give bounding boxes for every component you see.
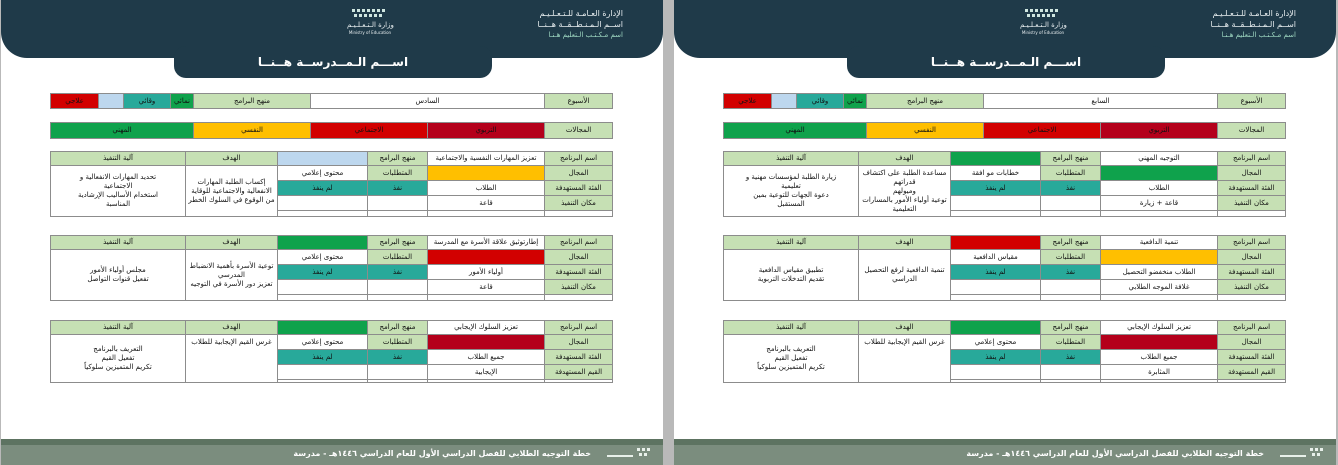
status-not-done: لم ينفذ xyxy=(278,265,368,280)
target-group-value: جميع الطلاب xyxy=(428,350,545,365)
status-not-done: لم ينفذ xyxy=(951,265,1041,280)
program-type-label: منهج البرامج xyxy=(1041,152,1101,166)
status-done: نفذ xyxy=(1041,265,1101,280)
domain-psychological: النفسي xyxy=(867,123,984,139)
program-block-1 xyxy=(50,151,613,217)
goal-value: إكساب الطلبة المهارات الانفعالية والاجتماعية للوقاية من الوقوع في السلوك الخطر xyxy=(186,166,278,217)
domain-educational: التربوي xyxy=(428,123,545,139)
type-preventive-mark xyxy=(772,94,797,109)
requirements-value: محتوى إعلامي xyxy=(278,250,368,265)
program-type-value xyxy=(278,321,368,335)
type-preventive: وقائي xyxy=(797,94,844,109)
field-label: المجال xyxy=(545,335,613,350)
program-type-value xyxy=(278,152,368,166)
program-block-2 xyxy=(723,235,1286,301)
program-type-label: منهج البرامج xyxy=(1041,236,1101,250)
venue-value: قاعة + زيارة xyxy=(1101,196,1218,211)
target-group-label: الفئة المستهدفة xyxy=(1218,181,1286,196)
mechanism-label: آلية التنفيذ xyxy=(724,236,859,250)
domains-table xyxy=(50,122,613,139)
mechanism-value: مجلس أولياء الأمور تفعيل قنوات التواصل xyxy=(51,250,186,301)
target-group-label: الفئة المستهدفة xyxy=(1218,350,1286,365)
school-name-banner: اســـم الـمــدرســة هــنــا xyxy=(174,46,492,78)
field-value xyxy=(428,335,545,350)
domain-vocational: المهني xyxy=(724,123,867,139)
program-block-2 xyxy=(50,235,613,301)
mechanism-label: آلية التنفيذ xyxy=(51,152,186,166)
program-name-label: اسم البرنامج xyxy=(545,236,613,250)
mechanism-value: تطبيق مقياس الدافعية تقديم التدخلات التربوية xyxy=(724,250,859,301)
ministry-logo: وزارة الـتـعـلـيـم Ministry of Education xyxy=(347,8,393,36)
type-preventive: وقائي xyxy=(124,94,171,109)
requirements-value: محتوى إعلامي xyxy=(278,166,368,181)
field-value xyxy=(1101,250,1218,265)
program-type-label: منهج البرامج xyxy=(867,94,984,109)
ministry-logo-icon xyxy=(350,8,390,18)
goal-label: الهدف xyxy=(186,236,278,250)
week-label: الأسبوع xyxy=(545,94,613,109)
goal-value: غرس القيم الإيجابية للطلاب xyxy=(859,335,951,383)
domains-label: المجالات xyxy=(545,123,613,139)
goal-label: الهدف xyxy=(859,321,951,335)
field-value xyxy=(428,166,545,181)
ministry-logo-icon xyxy=(1023,8,1063,18)
domain-social: الاجتماعي xyxy=(984,123,1101,139)
type-remedial: علاجي xyxy=(51,94,99,109)
program-name-value: التوجيه المهني xyxy=(1101,152,1218,166)
program-type-value xyxy=(951,236,1041,250)
target-values-value: الإيجابية xyxy=(428,365,545,380)
domains-table xyxy=(723,122,1286,139)
field-value xyxy=(1101,166,1218,181)
status-not-done: لم ينفذ xyxy=(951,350,1041,365)
program-name-label: اسم البرنامج xyxy=(545,152,613,166)
goal-label: الهدف xyxy=(859,152,951,166)
target-group-value: الطلاب xyxy=(1101,181,1218,196)
mechanism-label: آلية التنفيذ xyxy=(51,321,186,335)
program-type-label: منهج البرامج xyxy=(1041,321,1101,335)
requirements-label: المتطلبات xyxy=(1041,250,1101,265)
program-name-label: اسم البرنامج xyxy=(545,321,613,335)
requirements-label: المتطلبات xyxy=(1041,166,1101,181)
requirements-label: المتطلبات xyxy=(368,250,428,265)
program-name-value: تعزيز السلوك الإيجابي xyxy=(428,321,545,335)
type-remedial: علاجي xyxy=(724,94,772,109)
school-name-banner: اســـم الـمــدرســة هــنــا xyxy=(847,46,1165,78)
mechanism-value: التعريف بالبرنامج تفعيل القيم تكريم المتميزين سلوكياً xyxy=(724,335,859,383)
goal-value: غرس القيم الإيجابية للطلاب xyxy=(186,335,278,383)
week-value: السادس xyxy=(311,94,545,109)
mechanism-value: تحديد المهارات الانفعالية و الاجتماعية استخدام الأساليب الإرشادية المناسبة xyxy=(51,166,186,217)
goal-value: تنمية الدافعية لرفع التحصيل الدراسي xyxy=(859,250,951,301)
program-type-label: منهج البرامج xyxy=(368,321,428,335)
target-group-value: أولياء الأمور xyxy=(428,265,545,280)
field-label: المجال xyxy=(1218,335,1286,350)
target-values-label: القيم المستهدفة xyxy=(545,365,613,380)
venue-label: مكان التنفيذ xyxy=(1218,280,1286,295)
program-name-label: اسم البرنامج xyxy=(1218,321,1286,335)
requirements-value: محتوى إعلامي xyxy=(278,335,368,350)
type-developmental: نمائي xyxy=(844,94,867,109)
week-table xyxy=(50,93,613,109)
venue-value: غلافة الموجه الطلابي xyxy=(1101,280,1218,295)
venue-label: مكان التنفيذ xyxy=(545,280,613,295)
domain-psychological: النفسي xyxy=(194,123,311,139)
requirements-label: المتطلبات xyxy=(1041,335,1101,350)
goal-label: الهدف xyxy=(186,152,278,166)
status-not-done: لم ينفذ xyxy=(951,181,1041,196)
program-name-value: تنمية الدافعية xyxy=(1101,236,1218,250)
requirements-value: محتوى إعلامي xyxy=(951,335,1041,350)
field-label: المجال xyxy=(1218,250,1286,265)
program-block-3 xyxy=(50,320,613,383)
week-label: الأسبوع xyxy=(1218,94,1286,109)
target-group-value: جميع الطلاب xyxy=(1101,350,1218,365)
target-group-label: الفئة المستهدفة xyxy=(545,350,613,365)
goal-value: توعية الأسرة بأهمية الانضباط المدرسي تعزيز دور الأسرة في التوجيه xyxy=(186,250,278,301)
mechanism-label: آلية التنفيذ xyxy=(51,236,186,250)
target-group-label: الفئة المستهدفة xyxy=(1218,265,1286,280)
program-type-label: منهج البرامج xyxy=(368,152,428,166)
venue-label: مكان التنفيذ xyxy=(545,196,613,211)
program-block-3 xyxy=(723,320,1286,383)
domains-label: المجالات xyxy=(1218,123,1286,139)
venue-label: مكان التنفيذ xyxy=(1218,196,1286,211)
administration-text: الإدارة العـامـة للـتـعـلـيـم اســم الـمـنـطــقــة هــنــا اسم مـكـتـب الـتعليم هـنـا xyxy=(1210,9,1296,39)
page-footer xyxy=(674,439,1336,465)
target-group-value: الطلاب xyxy=(428,181,545,196)
program-type-label: منهج البرامج xyxy=(194,94,311,109)
target-group-label: الفئة المستهدفة xyxy=(545,181,613,196)
mechanism-value: زيارة الطلبة لمؤسسات مهنية و تعليمية دعوة الجهات للتوعية بمين المستقبل xyxy=(724,166,859,217)
footer-title: خطة التوجيه الطلابي للفصل الدراسي الأول للعام الدراسي ١٤٤٦هـ - مدرسة xyxy=(966,449,1264,458)
program-name-value: إطارتوثيق علاقة الأسرة مع المدرسة xyxy=(428,236,545,250)
status-not-done: لم ينفذ xyxy=(278,350,368,365)
venue-value: قاعة xyxy=(428,280,545,295)
program-type-value xyxy=(951,152,1041,166)
program-type-value xyxy=(951,321,1041,335)
field-value xyxy=(1101,335,1218,350)
status-done: نفذ xyxy=(1041,181,1101,196)
ministry-logo-icon xyxy=(1276,447,1328,461)
target-values-label: القيم المستهدفة xyxy=(1218,365,1286,380)
field-label: المجال xyxy=(545,250,613,265)
plan-page-week-6 xyxy=(1,0,663,465)
requirements-label: المتطلبات xyxy=(368,335,428,350)
field-label: المجال xyxy=(1218,166,1286,181)
program-type-value xyxy=(278,236,368,250)
mechanism-label: آلية التنفيذ xyxy=(724,321,859,335)
status-not-done: لم ينفذ xyxy=(278,181,368,196)
domain-educational: التربوي xyxy=(1101,123,1218,139)
type-developmental: نمائي xyxy=(171,94,194,109)
plan-page-week-7 xyxy=(674,0,1336,465)
requirements-value: خطابات مو افقة xyxy=(951,166,1041,181)
week-table xyxy=(723,93,1286,109)
ministry-logo-icon xyxy=(603,447,655,461)
program-block-1 xyxy=(723,151,1286,217)
status-done: نفذ xyxy=(368,181,428,196)
program-type-label: منهج البرامج xyxy=(368,236,428,250)
program-name-label: اسم البرنامج xyxy=(1218,152,1286,166)
goal-value: مساعدة الطلبة على اكتشاف قدراتهم وميولهم توعية أولياء الأمور بالمسارات التعليمية xyxy=(859,166,951,217)
domain-vocational: المهني xyxy=(51,123,194,139)
target-values-value: المثابرة xyxy=(1101,365,1218,380)
target-group-value: الطلاب منخفضو التحصيل xyxy=(1101,265,1218,280)
mechanism-label: آلية التنفيذ xyxy=(724,152,859,166)
program-name-value: تعزيز السلوك الإيجابي xyxy=(1101,321,1218,335)
footer-title: خطة التوجيه الطلابي للفصل الدراسي الأول للعام الدراسي ١٤٤٦هـ - مدرسة xyxy=(293,449,591,458)
page-footer xyxy=(1,439,663,465)
type-preventive-mark xyxy=(99,94,124,109)
target-group-label: الفئة المستهدفة xyxy=(545,265,613,280)
venue-value: قاعة xyxy=(428,196,545,211)
status-done: نفذ xyxy=(368,350,428,365)
field-label: المجال xyxy=(545,166,613,181)
domain-social: الاجتماعي xyxy=(311,123,428,139)
program-name-label: اسم البرنامج xyxy=(1218,236,1286,250)
week-value: السابع xyxy=(984,94,1218,109)
ministry-logo: وزارة الـتـعـلـيـم Ministry of Education xyxy=(1020,8,1066,36)
program-name-value: تعزيز المهارات النفسية والاجتماعية xyxy=(428,152,545,166)
requirements-label: المتطلبات xyxy=(368,166,428,181)
requirements-value: مقياس الدافعية xyxy=(951,250,1041,265)
mechanism-value: التعريف بالبرنامج تفعيل القيم تكريم المتميزين سلوكياً xyxy=(51,335,186,383)
administration-text: الإدارة العـامـة للـتـعـلـيـم اســم الـمـنـطــقــة هــنــا اسم مـكـتـب الـتعليم هـنـا xyxy=(537,9,623,39)
status-done: نفذ xyxy=(1041,350,1101,365)
field-value xyxy=(428,250,545,265)
goal-label: الهدف xyxy=(859,236,951,250)
status-done: نفذ xyxy=(368,265,428,280)
goal-label: الهدف xyxy=(186,321,278,335)
